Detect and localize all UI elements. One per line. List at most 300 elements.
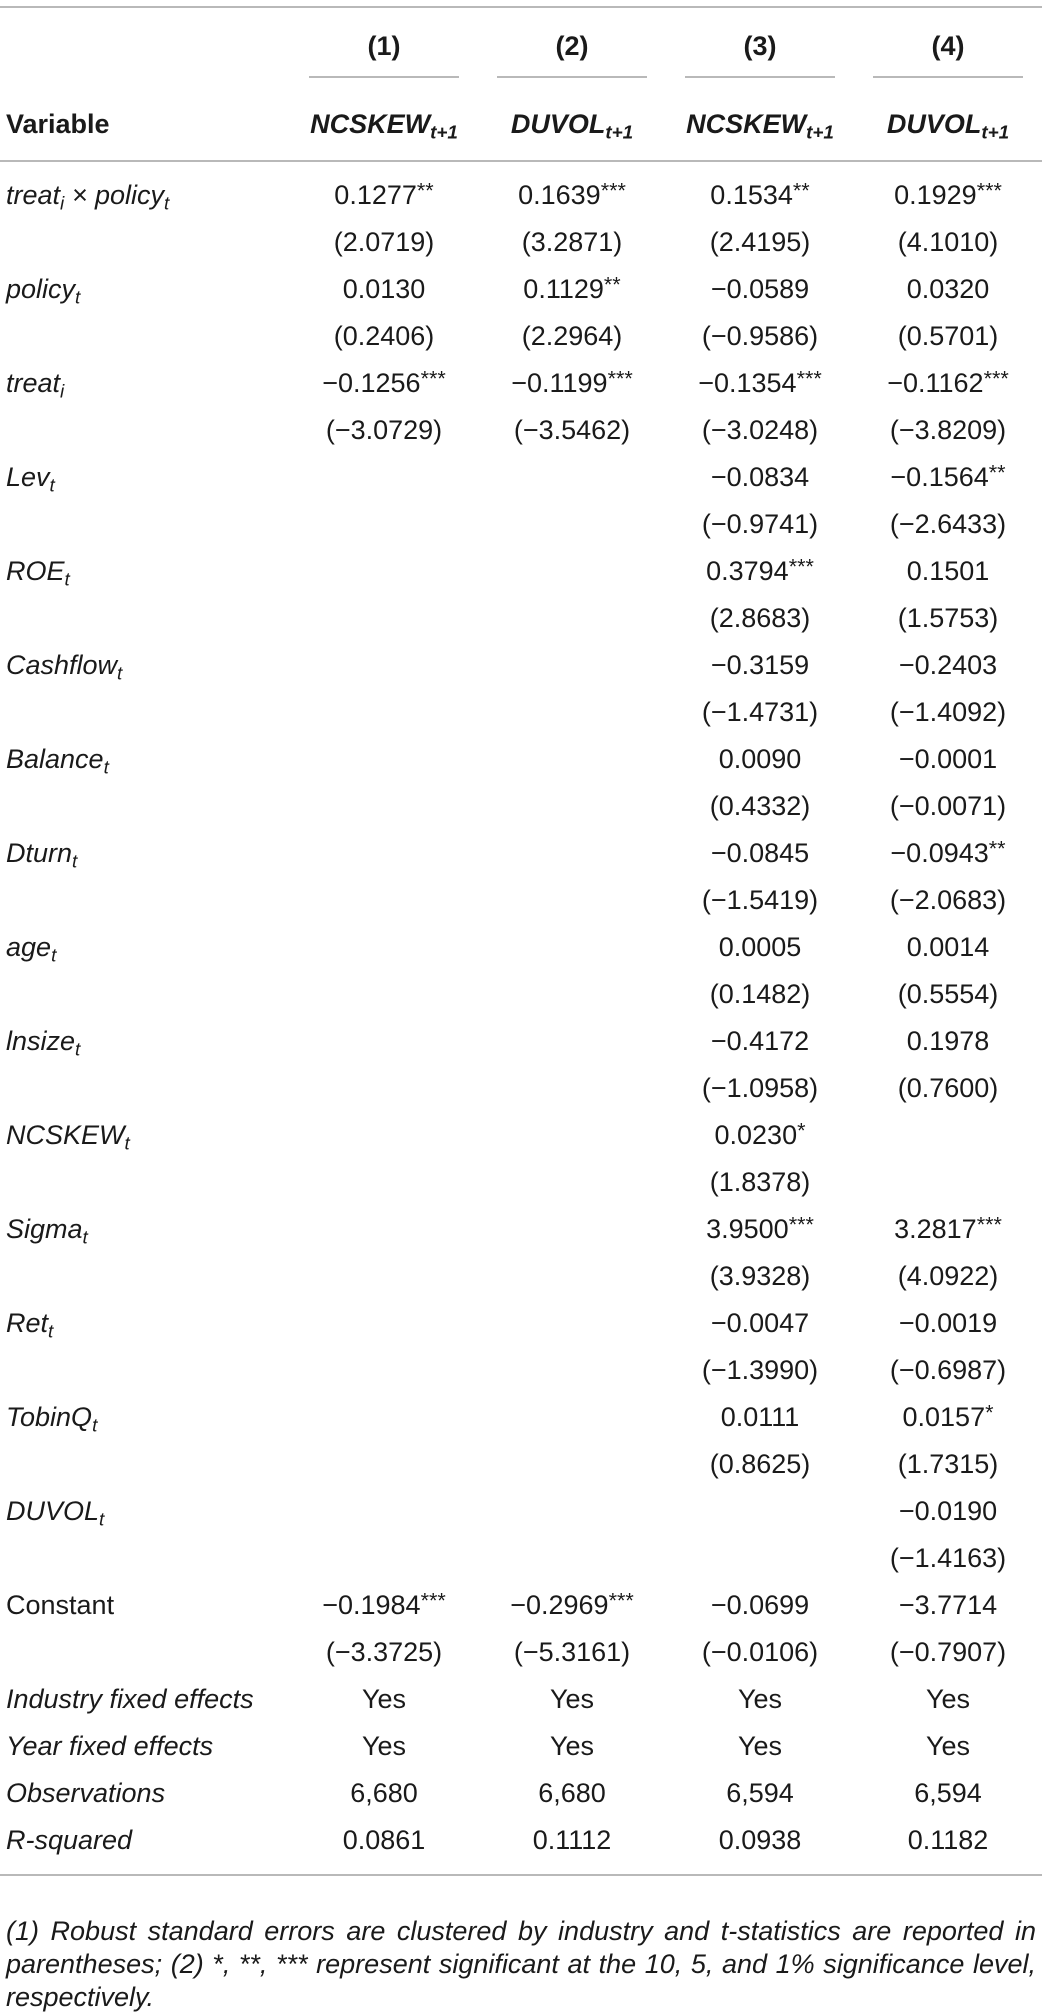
t-statistic-cell: (1.8378) [709,1167,811,1197]
coefficient-cell [666,1112,854,1159]
column-number: (3) [666,7,854,88]
row-value: Yes [549,1731,595,1761]
coefficient-cell [666,736,854,783]
t-statistic-cell: (2.2964) [521,321,623,351]
coefficient-value: 0.0111 [720,1402,800,1432]
coefficient-value: 0.1501 [906,556,990,586]
variable-subscript: t [75,1039,81,1061]
row-value: 0.0938 [666,1817,854,1875]
coefficient-value: −0.4172 [710,1026,810,1056]
dependent-variable-header: $NCSKEW_{t+1}$ [310,108,458,144]
coefficient-cell [854,1300,1042,1347]
coefficient-cell [478,266,666,313]
t-statistic-cell [478,1253,666,1300]
t-statistic-cell: (1.5753) [897,603,999,633]
coefficient-cell [478,1300,666,1347]
dependent-variable-header: $NCSKEW_{t+1}$ [686,108,834,144]
coefficient-cell [666,548,854,595]
coefficient-cell [854,1206,1042,1253]
variable-subscript: t [72,851,78,873]
coefficient-value: −0.1984 [322,1590,421,1620]
coefficient-value: 0.0157 [902,1402,986,1432]
variable-label [0,1206,290,1253]
table-row [0,971,1042,1018]
variable-subscript: t [92,1415,98,1437]
variable-name: Dturn [6,838,73,868]
table-row [0,1394,1042,1441]
column-number-row [0,7,1042,88]
coefficient-cell [478,454,666,501]
t-statistic-cell [290,877,478,924]
coefficient-cell [666,266,854,313]
t-statistic-cell [290,501,478,548]
variable-label [0,642,290,689]
variable-label-empty [0,219,290,266]
table-row [0,595,1042,642]
significance-stars: ** [988,459,1006,485]
row-value: 6,680 [538,1778,606,1808]
coefficient-cell [666,642,854,689]
table-row [0,548,1042,595]
coefficient-cell [290,1112,478,1159]
table-row [0,642,1042,689]
variable-header: Variable [6,108,110,139]
t-statistic-cell: (−2.0683) [889,885,1007,915]
coefficient-value: −0.2969 [510,1590,609,1620]
t-statistic-cell: (−3.8209) [889,415,1007,445]
coefficient-cell [854,360,1042,407]
column-number: (4) [854,7,1042,88]
table-row [0,1206,1042,1253]
coefficient-cell [478,360,666,407]
significance-stars: ** [792,177,810,203]
coefficient-cell [290,1300,478,1347]
coefficient-value: −0.3159 [710,650,810,680]
coefficient-value: 0.0090 [718,744,802,774]
t-statistic-cell: (2.8683) [709,603,811,633]
coefficient-value: −0.0943 [890,838,989,868]
t-statistic-cell: (0.4332) [709,791,811,821]
table-row [0,1770,1042,1817]
t-statistic-cell [478,877,666,924]
variable-label-empty [0,1253,290,1300]
row-value: 6,680 [350,1778,418,1808]
table-row [0,1018,1042,1065]
coefficient-value: 0.0005 [718,932,802,962]
table-row [0,360,1042,407]
variable-label-empty [0,877,290,924]
t-statistic-cell: (−1.5419) [701,885,819,915]
coefficient-value: −0.0589 [710,274,810,304]
variable-label-empty [0,501,290,548]
row-value: 6,594 [914,1778,982,1808]
variable-label-empty [0,783,290,830]
coefficient-cell [478,830,666,877]
t-statistic-cell: (−3.0248) [701,415,819,445]
t-statistic-cell [290,689,478,736]
row-value: Yes [737,1731,783,1761]
row-value: 0.1182 [854,1817,1042,1875]
row-label: Observations [6,1778,166,1808]
table-row [0,1347,1042,1394]
coefficient-value: −0.1256 [322,368,421,398]
coefficient-value: −0.2403 [898,650,998,680]
coefficient-value: 0.0230 [714,1120,798,1150]
coefficient-cell [478,1394,666,1441]
variable-subscript: t [49,475,55,497]
column-number: (2) [478,7,666,88]
coefficient-cell [854,1112,1042,1159]
coefficient-value: 0.1978 [906,1026,990,1056]
t-statistic-cell: (0.5554) [897,979,999,1009]
variable-subscript: t [51,945,57,967]
variable-label [0,830,290,877]
row-value: 0.1112 [478,1817,666,1875]
table-row [0,1817,1042,1875]
row-label: R-squared [0,1817,290,1875]
variable-label [0,1394,290,1441]
t-statistic-cell: (−5.3161) [513,1637,631,1667]
significance-stars: *** [420,1587,446,1613]
variable-name: lnsize [6,1026,76,1056]
t-statistic-cell [854,1159,1042,1206]
coefficient-cell [666,360,854,407]
coefficient-cell [290,830,478,877]
coefficient-value: 0.1129 [523,274,604,304]
row-label: Year fixed effects [6,1731,214,1761]
variable-name: Sigma [6,1214,83,1244]
variable-label [0,1488,290,1535]
variable-label [0,454,290,501]
t-statistic-cell: (−0.6987) [889,1355,1007,1385]
row-label: Industry fixed effects [6,1684,254,1714]
variable-label-empty [0,1441,290,1488]
row-value: 0.0861 [290,1817,478,1875]
variable-name: treat [6,180,61,210]
coefficient-value: −0.0834 [710,462,810,492]
t-statistic-cell [290,1535,478,1582]
t-statistic-cell [478,595,666,642]
coefficient-cell [478,1018,666,1065]
t-statistic-cell [666,1535,854,1582]
coefficient-value: −0.1564 [890,462,989,492]
significance-stars: *** [607,365,633,391]
t-statistic-cell: (0.1482) [709,979,811,1009]
t-statistic-cell: (2.0719) [333,227,435,257]
t-statistic-cell [290,1159,478,1206]
t-statistic-cell: (−1.3990) [701,1355,819,1385]
variable-label-empty [0,1535,290,1582]
coefficient-cell [666,924,854,971]
variable-label [0,924,290,971]
coefficient-cell [290,1206,478,1253]
variable-label [0,161,290,219]
coefficient-cell [854,1488,1042,1535]
table-row [0,1676,1042,1723]
coefficient-value: 0.0130 [342,274,426,304]
t-statistic-cell: (−3.3725) [325,1637,443,1667]
coefficient-cell [666,830,854,877]
significance-stars: *** [983,365,1009,391]
t-statistic-cell [478,1535,666,1582]
variable-subscript: t [82,1227,88,1249]
coefficient-value: −0.0001 [898,744,998,774]
t-statistic-cell: (3.2871) [521,227,623,257]
t-statistic-cell [478,971,666,1018]
significance-stars: *** [976,1211,1002,1237]
t-statistic-cell: (−0.0106) [701,1637,819,1667]
coefficient-cell [854,642,1042,689]
coefficient-cell [290,360,478,407]
table-row [0,877,1042,924]
coefficient-cell [290,1488,478,1535]
coefficient-cell [478,736,666,783]
t-statistic-cell: (−2.6433) [889,509,1007,539]
t-statistic-cell [478,1347,666,1394]
coefficient-cell [290,924,478,971]
coefficient-cell [290,1394,478,1441]
table-row [0,219,1042,266]
variable-label [0,1112,290,1159]
table-row [0,1535,1042,1582]
variable-label-empty [0,1629,290,1676]
significance-stars: *** [788,1211,814,1237]
coefficient-cell [290,1018,478,1065]
table-row [0,161,1042,219]
coefficient-cell [666,454,854,501]
coefficient-value: 0.0320 [906,274,990,304]
coefficient-value: −0.0190 [898,1496,998,1526]
coefficient-cell [290,454,478,501]
dependent-variable-header: $DUVOL_{t+1}$ [886,108,1010,144]
coefficient-cell [290,736,478,783]
t-statistic-cell: (2.4195) [709,227,811,257]
variable-label-empty [0,971,290,1018]
dependent-variable-row [0,88,1042,161]
variable-name: Constant [6,1590,115,1620]
coefficient-cell [666,1582,854,1629]
column-number: (1) [290,7,478,88]
coefficient-cell [478,548,666,595]
row-value: Yes [549,1684,595,1714]
table-row [0,830,1042,877]
significance-stars: *** [600,177,626,203]
table-row [0,736,1042,783]
coefficient-value: −0.0047 [710,1308,810,1338]
row-value: Yes [361,1731,407,1761]
variable-name: Lev [6,462,50,492]
t-statistic-cell: (0.5701) [897,321,999,351]
header-blank [0,7,290,88]
row-value: Yes [361,1684,407,1714]
coefficient-value: −0.0699 [710,1590,810,1620]
coefficient-cell [666,161,854,219]
variable-name: Ret [6,1308,49,1338]
variable-label-empty [0,407,290,454]
coefficient-value: −0.1162 [887,368,984,398]
row-value: Yes [737,1684,783,1714]
dependent-variable-header: $DUVOL_{t+1}$ [510,108,634,144]
variable-subscript: t [117,663,123,685]
significance-stars: *** [796,365,822,391]
variable-subscript: t [64,569,70,591]
table-row [0,1441,1042,1488]
coefficient-cell [854,736,1042,783]
coefficient-cell [666,1018,854,1065]
table-row [0,1300,1042,1347]
table-row [0,1723,1042,1770]
t-statistic-cell: (4.0922) [897,1261,999,1291]
significance-stars: *** [788,553,814,579]
variable-subscript: t [124,1133,130,1155]
coefficient-value: 3.9500 [706,1214,789,1244]
coefficient-cell [854,1394,1042,1441]
t-statistic-cell [478,501,666,548]
variable-name: policy [6,274,76,304]
table-row [0,924,1042,971]
row-value: 6,594 [726,1778,794,1808]
coefficient-cell [854,924,1042,971]
significance-stars: ** [988,835,1006,861]
t-statistic-cell: (−0.0071) [889,791,1007,821]
significance-stars: *** [608,1587,634,1613]
coefficient-cell [854,161,1042,219]
coefficient-cell [854,266,1042,313]
t-statistic-cell [478,689,666,736]
coefficient-cell [290,548,478,595]
coefficient-value: −0.1354 [698,368,797,398]
table-row [0,1253,1042,1300]
t-statistic-cell: (4.1010) [897,227,999,257]
t-statistic-cell [478,783,666,830]
t-statistic-cell: (−3.5462) [513,415,631,445]
t-statistic-cell [290,1347,478,1394]
variable-subscript: t [164,193,170,215]
table-row [0,1629,1042,1676]
significance-stars: * [797,1117,806,1143]
coefficient-value: 0.1639 [518,180,601,210]
t-statistic-cell [290,1253,478,1300]
t-statistic-cell [290,1065,478,1112]
coefficient-cell [290,642,478,689]
coefficient-cell [854,548,1042,595]
table-body [0,161,1042,1875]
coefficient-value: 0.1534 [710,180,793,210]
variable-name-continued: × policy [64,180,165,210]
t-statistic-cell: (−3.0729) [325,415,443,445]
coefficient-cell [478,642,666,689]
table-row [0,1159,1042,1206]
table-row [0,1582,1042,1629]
t-statistic-cell [290,971,478,1018]
coefficient-value: −0.0845 [710,838,810,868]
variable-name: Balance [6,744,104,774]
coefficient-cell [666,1394,854,1441]
variable-subscript: t [103,757,109,779]
t-statistic-cell: (0.2406) [333,321,435,351]
coefficient-value: 0.3794 [706,556,789,586]
t-statistic-cell: (−0.7907) [889,1637,1007,1667]
variable-name: NCSKEW [6,1120,125,1150]
variable-subscript: t [48,1321,54,1343]
variable-name: treat [6,368,61,398]
t-statistic-cell: (−1.4731) [701,697,819,727]
variable-subscript: t [99,1509,105,1531]
t-statistic-cell: (0.8625) [709,1449,811,1479]
variable-name: ROE [6,556,65,586]
table-row [0,783,1042,830]
coefficient-cell [290,266,478,313]
variable-label [0,266,290,313]
variable-label [0,1582,290,1629]
coefficient-cell [854,454,1042,501]
variable-label [0,1018,290,1065]
table-row [0,407,1042,454]
variable-label-empty [0,313,290,360]
t-statistic-cell: (1.7315) [897,1449,999,1479]
variable-name: Cashflow [6,650,118,680]
variable-name: DUVOL [6,1496,100,1526]
t-statistic-cell: (−1.4092) [889,697,1007,727]
t-statistic-cell [290,595,478,642]
table-row [0,313,1042,360]
t-statistic-cell: (3.9328) [709,1261,811,1291]
variable-label-empty [0,1065,290,1112]
t-statistic-cell: (0.7600) [897,1073,999,1103]
variable-label-empty [0,689,290,736]
table-row [0,1065,1042,1112]
variable-label [0,360,290,407]
t-statistic-cell [478,1159,666,1206]
variable-label-empty [0,1347,290,1394]
row-value: Yes [925,1731,971,1761]
variable-label [0,548,290,595]
coefficient-cell [478,924,666,971]
coefficient-cell [478,1488,666,1535]
variable-subscript: i [60,193,65,215]
significance-stars: ** [603,271,621,297]
t-statistic-cell [478,1065,666,1112]
coefficient-value: −0.0019 [898,1308,998,1338]
significance-stars: *** [976,177,1002,203]
t-statistic-cell [290,783,478,830]
table-row [0,501,1042,548]
coefficient-cell [854,1582,1042,1629]
coefficient-cell [290,1582,478,1629]
significance-stars: *** [420,365,446,391]
significance-stars: * [985,1399,994,1425]
t-statistic-cell [290,1441,478,1488]
coefficient-cell [666,1488,854,1535]
table-row [0,454,1042,501]
t-statistic-cell: (−1.4163) [889,1543,1007,1573]
coefficient-cell [854,1018,1042,1065]
coefficient-value: 0.0014 [906,932,990,962]
variable-label [0,1300,290,1347]
table-note: (1) Robust standard errors are clustered by industry and t-statistics are reported in parentheses; (2) *, **, *** represent significant at the 10, 5, and 1% significance level, respectively. [6,1916,1036,2012]
table-row [0,266,1042,313]
t-statistic-cell [478,1441,666,1488]
coefficient-cell [478,161,666,219]
coefficient-cell [478,1206,666,1253]
regression-table [0,6,1042,1876]
variable-subscript: i [60,381,65,403]
coefficient-value: 0.1277 [334,180,417,210]
table-row [0,1112,1042,1159]
coefficient-cell [290,161,478,219]
variable-label [0,736,290,783]
variable-label-empty [0,1159,290,1206]
